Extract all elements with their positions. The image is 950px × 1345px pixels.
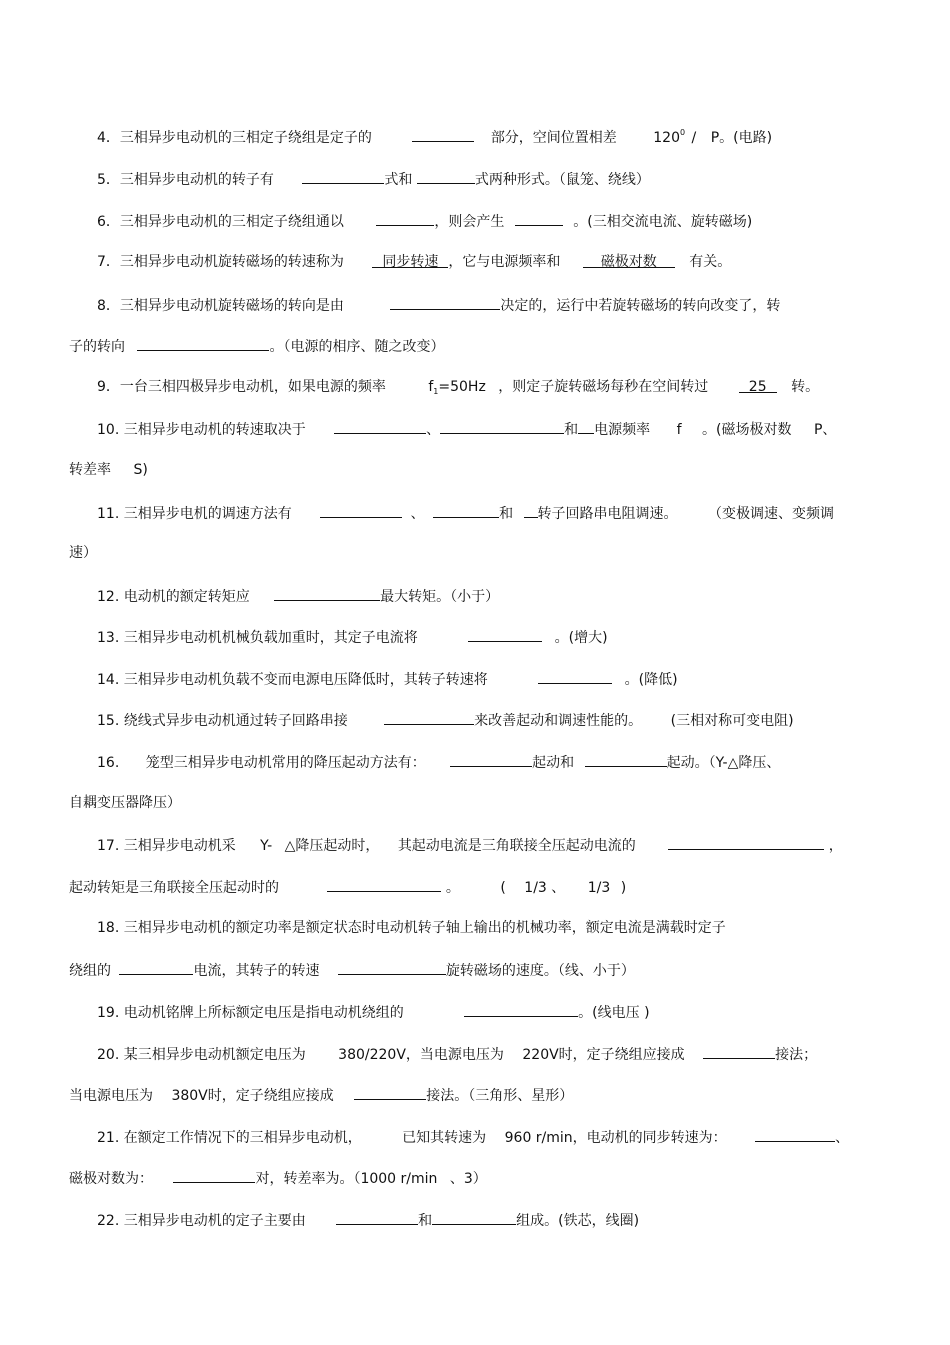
question-22	[97, 1209, 639, 1231]
q10-blank-3[interactable]	[578, 418, 594, 434]
q10-text-3: 转差率	[69, 462, 111, 478]
q17-paren-close: )	[620, 880, 627, 896]
q22-blank-2[interactable]	[432, 1209, 516, 1225]
question-8	[97, 294, 780, 316]
q4-slash: /	[691, 130, 697, 146]
q21-text-3: 960 r/min，电动机的同步转速为：	[504, 1130, 727, 1146]
question-19	[97, 1001, 650, 1023]
q20-text-2: 380/220V，当电源电压为	[338, 1047, 504, 1063]
q20-text: 20. 某三相异步电动机额定电压为	[97, 1047, 306, 1063]
q15-blank[interactable]	[384, 709, 474, 725]
question-5	[97, 168, 650, 190]
q11-and: 和	[499, 506, 514, 522]
q12-blank[interactable]	[274, 585, 380, 601]
q18-blank-2[interactable]	[338, 959, 446, 975]
q11-answer: （变极调速、变频调	[707, 506, 834, 522]
q19-text: 19. 电动机铭牌上所标额定电压是指电动机绕组的	[97, 1005, 404, 1021]
question-14	[97, 668, 678, 690]
q8-text: 8．三相异步电动机旋转磁场的转向是由	[97, 298, 344, 314]
q10-text: 10. 三相异步电动机的转速取决于	[97, 422, 306, 438]
q10-blank-2[interactable]	[440, 418, 564, 434]
q17-blank-1[interactable]	[668, 834, 824, 850]
q16-text-3: 起动。（Y-△降压、	[666, 755, 781, 771]
q16-text: 笼型三相异步电动机常用的降压起动方法有：	[145, 755, 426, 771]
question-10	[97, 418, 836, 440]
q11-text-3: 速）	[69, 545, 97, 561]
question-16	[97, 751, 780, 773]
q15-text-2: 来改善起动和调速性能的。	[474, 713, 643, 729]
q20-blank-2[interactable]	[354, 1084, 426, 1100]
q4-angle: 120	[653, 130, 680, 146]
q15-text: 15. 绕线式异步电动机通过转子回路串接	[97, 713, 348, 729]
question-21	[97, 1126, 849, 1148]
q4-angle-sup: 0	[680, 128, 686, 137]
question-16-line-2	[69, 793, 181, 813]
q9-f-sub: 1	[433, 387, 439, 396]
q5-blank-2[interactable]	[417, 168, 475, 184]
q21-text-2: 已知其转速为	[402, 1130, 487, 1146]
q10-answer-2: P、	[813, 422, 837, 438]
q4-text-2: 部分，空间位置相差	[490, 130, 617, 146]
q17-answer-2: 1/3	[587, 880, 611, 896]
q22-blank-1[interactable]	[336, 1209, 418, 1225]
q21-text-4: 磁极对数为：	[69, 1171, 153, 1187]
q17-y: Y-	[260, 838, 273, 854]
question-10-line-2	[69, 460, 148, 480]
q10-sep: 、	[426, 422, 441, 438]
question-18-line-2	[69, 959, 635, 981]
q22-and: 和	[418, 1213, 433, 1229]
q21-text-5: 对，转差率为。（1000 r/min	[255, 1171, 438, 1187]
q8-blank-1[interactable]	[390, 294, 500, 310]
q7-text: 7．三相异步电动机旋转磁场的转速称为	[97, 254, 344, 270]
q22-text: 22. 三相异步电动机的定子主要由	[97, 1213, 306, 1229]
q21-text: 21. 在额定工作情况下的三相异步电动机，	[97, 1130, 362, 1146]
q5-text-2: 式和	[384, 172, 413, 188]
q13-blank[interactable]	[468, 626, 542, 642]
q21-blank-1[interactable]	[755, 1126, 835, 1142]
q17-text-4: 起动转矩是三角联接全压起动时的	[69, 880, 279, 896]
q10-text-4: S)	[133, 462, 148, 478]
question-11-line-2	[69, 543, 97, 563]
q22-text-2: 组成。(铁芯，线圈)	[516, 1213, 640, 1229]
q8-text-3: 子的转向	[69, 339, 125, 355]
question-20-line-2	[69, 1084, 573, 1106]
question-12	[97, 585, 499, 607]
q7-blank-2: 磁极对数	[583, 252, 675, 268]
q8-blank-2[interactable]	[137, 335, 269, 351]
q11-blank-2[interactable]	[433, 502, 499, 518]
q21-sep: 、	[835, 1130, 850, 1146]
q4-answer: P。(电路)	[710, 130, 773, 146]
q18-blank-1[interactable]	[119, 959, 193, 975]
q9-text-3: 转。	[791, 379, 820, 395]
q17-paren-open: (	[500, 880, 506, 896]
q6-text: 6．三相异步电动机的三相定子绕组通以	[97, 214, 344, 230]
q19-blank[interactable]	[464, 1001, 578, 1017]
q19-text-2: 。(线电压 )	[578, 1005, 650, 1021]
q8-text-4: 。（电源的相序、随之改变）	[269, 339, 445, 355]
q16-num: 16.	[97, 755, 120, 771]
q7-text-2: ，它与电源频率和	[448, 254, 561, 270]
question-8-line-2	[69, 335, 444, 357]
q5-text: 5．三相异步电动机的转子有	[97, 172, 274, 188]
q8-text-2: 决定的，运行中若旋转磁场的转向改变了，转	[500, 298, 781, 314]
q16-text-4: 自耦变压器降压）	[69, 795, 181, 811]
q18-text-3: 电流，其转子的转速	[193, 963, 320, 979]
q10-answer: 。(磁场极对数	[702, 422, 792, 438]
question-15	[97, 709, 794, 731]
q11-text: 11. 三相异步电机的调速方法有	[97, 506, 292, 522]
question-13	[97, 626, 608, 648]
q18-text: 18. 三相异步电动机的额定功率是额定状态时电动机转子轴上输出的机械功率，额定电流是满载时定子	[97, 920, 726, 936]
q14-text-2: 。(降低)	[624, 672, 678, 688]
q16-text-2: 起动和	[532, 755, 575, 771]
q20-blank-1[interactable]	[703, 1043, 775, 1059]
q6-text-2: ，则会产生	[434, 214, 505, 230]
question-17	[97, 834, 843, 856]
q13-text: 13. 三相异步电动机机械负载加重时，其定子电流将	[97, 630, 418, 646]
q18-text-2: 绕组的	[69, 963, 111, 979]
q21-text-6: 、3）	[449, 1171, 487, 1187]
q20-text-6: 380V时，定子绕组应接成	[171, 1088, 334, 1104]
q4-text: 4．三相异步电动机的三相定子绕组是定子的	[97, 130, 372, 146]
q6-text-3: 。(三相交流电流、旋转磁场)	[573, 214, 753, 230]
q10-blank-1[interactable]	[334, 418, 426, 434]
q12-text: 12. 电动机的额定转矩应	[97, 589, 250, 605]
q14-blank[interactable]	[538, 668, 612, 684]
q20-text-7: 接法。（三角形、星形）	[426, 1088, 574, 1104]
q11-text-2: 转子回路串电阻调速。	[537, 506, 678, 522]
q14-text: 14. 三相异步电动机负载不变而电源电压降低时，其转子转速将	[97, 672, 488, 688]
q17-text-3: 其起动电流是三角联接全压起动电流的	[397, 838, 636, 854]
q4-blank[interactable]	[412, 126, 474, 142]
q17-blank-2[interactable]	[327, 876, 441, 892]
q20-text-5: 当电源电压为	[69, 1088, 153, 1104]
q7-text-3: 有关。	[689, 254, 732, 270]
q6-blank-1[interactable]	[376, 210, 434, 226]
q13-text-2: 。(增大)	[554, 630, 608, 646]
q12-text-2: 最大转矩。（小于）	[380, 589, 500, 605]
q5-text-3: 式两种形式。（鼠笼、绕线）	[474, 172, 650, 188]
q17-comma: ，	[828, 838, 843, 854]
q21-blank-2[interactable]	[173, 1167, 255, 1183]
question-6	[97, 210, 752, 232]
q15-answer: (三相对称可变电阻)	[670, 713, 794, 729]
q20-text-4: 接法；	[775, 1047, 818, 1063]
q16-blank-2[interactable]	[585, 751, 667, 767]
question-18	[97, 918, 726, 938]
q6-blank-2[interactable]	[515, 210, 563, 226]
q5-blank-1[interactable]	[302, 168, 384, 184]
question-7	[97, 252, 731, 272]
q9-text: 9．一台三相四极异步电动机，如果电源的频率	[97, 379, 386, 395]
q11-blank-1[interactable]	[320, 502, 402, 518]
q9-freq: =50Hz	[438, 379, 486, 395]
question-9	[97, 377, 819, 399]
q10-f: f	[676, 422, 682, 438]
q11-sep: 、	[410, 506, 425, 522]
q17-period: 。	[445, 880, 460, 896]
q18-text-4: 旋转磁场的速度。（线、小于）	[445, 963, 635, 979]
q10-text-2: 电源频率	[594, 422, 651, 438]
q7-blank-1: 同步转速	[372, 252, 448, 268]
q10-and: 和	[564, 422, 579, 438]
question-17-line-2	[69, 876, 626, 898]
q11-blank-3[interactable]	[524, 502, 538, 518]
q20-text-3: 220V时，定子绕组应接成	[522, 1047, 685, 1063]
question-20	[97, 1043, 817, 1065]
question-11	[97, 502, 834, 524]
q9-text-2: ，则定子旋转磁场每秒在空间转过	[498, 379, 709, 395]
q9-f: f	[428, 379, 434, 395]
q9-blank: 25	[739, 377, 777, 393]
question-4	[97, 126, 772, 150]
question-21-line-2	[69, 1167, 487, 1189]
q17-answer-1: 1/3 、	[524, 880, 566, 896]
q16-blank-1[interactable]	[450, 751, 532, 767]
q17-text: 17. 三相异步电动机采	[97, 838, 236, 854]
q17-text-2: △降压起动时，	[284, 838, 380, 854]
